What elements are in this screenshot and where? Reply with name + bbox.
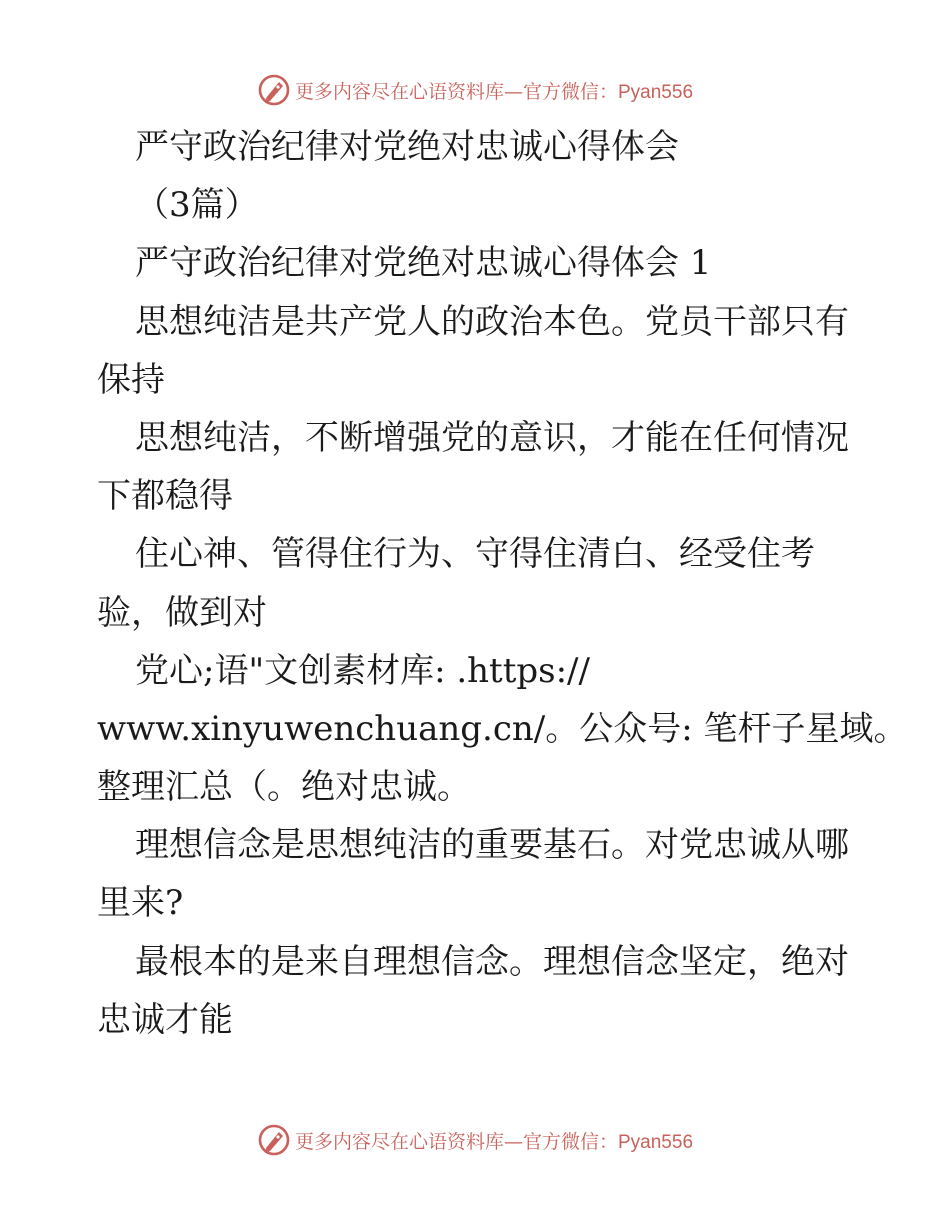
document-line: 思想纯洁是共产党人的政治本色。党员干部只有: [135, 301, 849, 342]
header-banner-text: 更多内容尽在心语资料库—官方微信：Pyan556: [294, 80, 694, 103]
footer-banner-text: 更多内容尽在心语资料库—官方微信：Pyan556: [294, 1130, 694, 1153]
pen-nib-seal-icon: [257, 73, 291, 107]
document-line: 整理汇总（。绝对忠诚。: [97, 767, 471, 808]
document-line: 里来?: [97, 883, 184, 924]
document-line: 最根本的是来自理想信念。理想信念坚定，绝对: [135, 941, 849, 982]
header-banner: [0, 70, 950, 110]
document-line: 党心;语"文创素材库: .https://: [135, 650, 590, 691]
document-line: 保持: [97, 359, 165, 400]
document-line: 住心神、管得住行为、守得住清白、经受住考: [135, 534, 815, 575]
document-body: [97, 118, 908, 1049]
footer-banner: [0, 1120, 950, 1160]
document-line: 思想纯洁，不断增强党的意识，才能在任何情况: [135, 417, 849, 458]
document-line: （3篇）: [135, 185, 259, 226]
document-line: 下都稳得: [97, 476, 233, 517]
document-line: 严守政治纪律对党绝对忠诚心得体会: [135, 127, 679, 167]
document-line: 理想信念是思想纯洁的重要基石。对党忠诚从哪: [135, 825, 849, 866]
document-line: 验，做到对: [97, 592, 267, 633]
pen-nib-seal-icon: [257, 1123, 291, 1157]
document-line: www.xinyuwenchuang.cn/。公众号: 笔杆子星域。: [97, 708, 908, 749]
document-line: 严守政治纪律对党绝对忠诚心得体会 1: [135, 243, 712, 284]
document-line: 忠诚才能: [97, 999, 233, 1040]
